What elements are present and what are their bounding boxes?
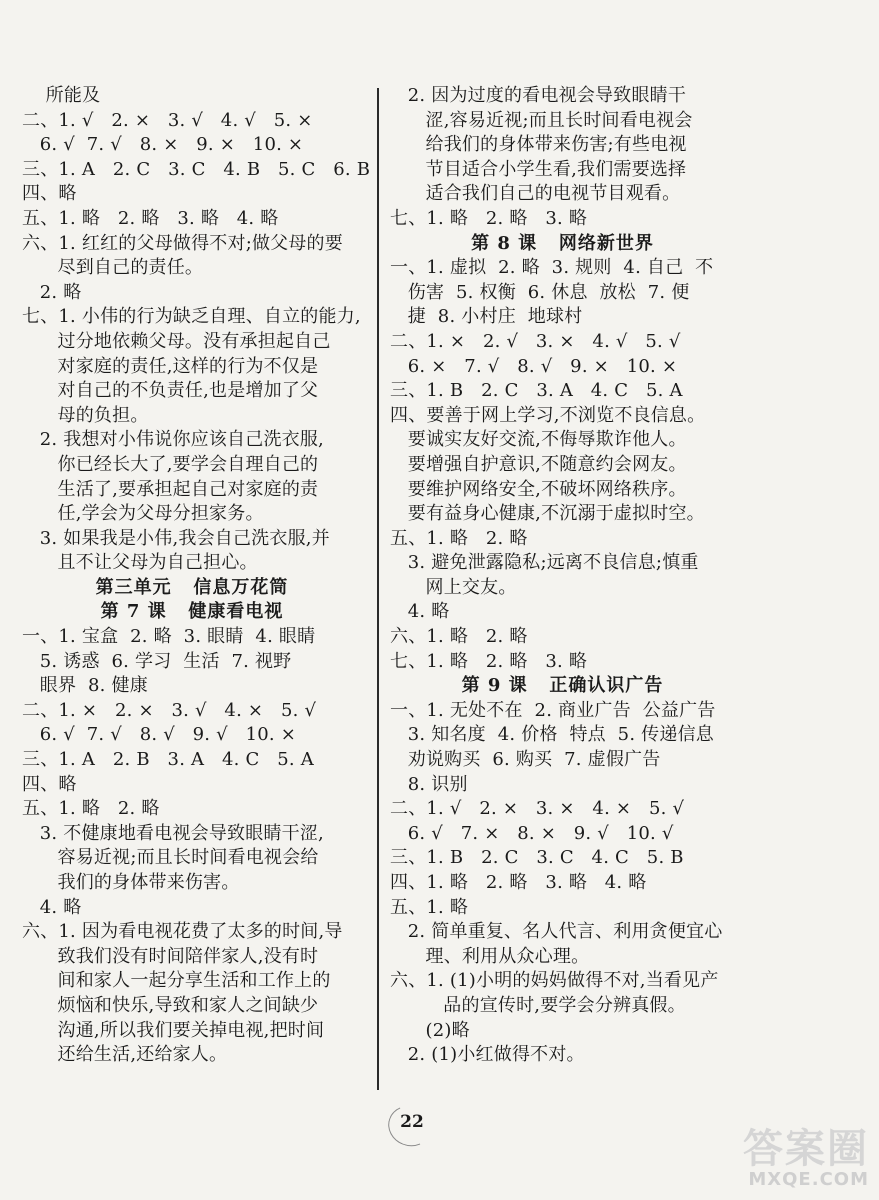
answer-line: 所能及: [22, 85, 101, 106]
answer-line: 劝说购买 6. 购买 7. 虚假广告: [390, 749, 661, 771]
answer-line: 2. (1)小红做得不对。: [390, 1044, 585, 1066]
answer-line: 四、略: [22, 183, 77, 205]
answer-line: 三、1. A 2. C 3. C 4. B 5. C 6. B: [22, 158, 371, 180]
answer-line: 沟通,所以我们要关掉电视,把时间: [22, 1019, 325, 1041]
answer-line: 四、要善于网上学习,不浏览不良信息。: [390, 404, 706, 426]
page-number-badge: [382, 1096, 442, 1156]
answer-line: 六、1. (1)小明的妈妈做得不对,当看见产: [390, 970, 719, 992]
answer-line: 三、1. B 2. C 3. A 4. C 5. A: [390, 380, 683, 402]
answer-line: 六、1. 红红的父母做得不对;做父母的要: [22, 232, 343, 254]
answer-line: 三、1. A 2. B 3. A 4. C 5. A: [22, 749, 314, 771]
section-heading: 第 8 课 网络新世界: [471, 232, 654, 254]
answer-line: 3. 避免泄露隐私;远离不良信息;慎重: [390, 552, 699, 574]
answer-line: 二、1. × 2. × 3. √ 4. × 5. √: [22, 699, 317, 721]
answer-line: 还给生活,还给家人。: [22, 1044, 228, 1066]
answer-line: 五、1. 略: [390, 896, 469, 918]
answer-line: 4. 略: [22, 896, 82, 918]
answer-line: 容易近视;而且长时间看电视会给: [22, 847, 319, 869]
answer-line: 适合我们自己的电视节目观看。: [390, 183, 681, 205]
section-heading: 第 9 课 正确认识广告: [461, 675, 664, 697]
answer-line: 2. 略: [22, 281, 82, 303]
answer-line: 6. √ 7. √ 8. √ 9. √ 10. ×: [22, 724, 296, 746]
answer-line: 六、1. 略 2. 略: [390, 626, 528, 648]
answer-line: 3. 如果我是小伟,我会自己洗衣服,并: [22, 527, 330, 549]
answer-line: 你已经长大了,要学会自理自己的: [22, 453, 319, 475]
answer-line: 3. 知名度 4. 价格 特点 5. 传递信息: [390, 724, 714, 746]
answer-line: (2)略: [390, 1019, 470, 1041]
answer-line: 理、利用从众心理。: [390, 945, 590, 967]
answer-line: 五、1. 略 2. 略 3. 略 4. 略: [22, 207, 279, 229]
section-heading: 第 7 课 健康看电视: [100, 601, 284, 623]
answer-line: 一、1. 虚拟 2. 略 3. 规则 4. 自己 不: [390, 257, 714, 279]
answer-line: 8. 识别: [390, 773, 468, 795]
answer-line: 要有益身心健康,不沉溺于虚拟时空。: [390, 503, 705, 525]
answer-line: 2. 因为过度的看电视会导致眼睛干: [390, 85, 687, 106]
answer-line: 伤害 5. 权衡 6. 休息 放松 7. 便: [390, 281, 690, 303]
page-number: 22: [400, 1112, 424, 1132]
answer-line: 我们的身体带来伤害。: [22, 872, 240, 893]
answer-line: 母的负担。: [22, 404, 149, 426]
answer-line: 烦恼和快乐,导致和家人之间缺少: [22, 994, 319, 1016]
answer-line: 给我们的身体带来伤害;有些电视: [390, 134, 687, 156]
right-column: [390, 84, 735, 1068]
answer-line: 要增强自护意识,不随意约会网友。: [390, 453, 687, 475]
answer-line: 节目适合小学生看,我们需要选择: [390, 158, 687, 180]
answer-line: 二、1. × 2. √ 3. × 4. √ 5. √: [390, 330, 681, 352]
section-heading: 第三单元 信息万花筒: [95, 576, 289, 598]
answer-line: 眼界 8. 健康: [22, 675, 148, 697]
answer-line: 要诚实友好交流,不侮辱欺诈他人。: [390, 429, 687, 451]
column-divider: [377, 88, 379, 1090]
left-column: [22, 84, 371, 1068]
answer-line: 七、1. 小伟的行为缺乏自理、自立的能力,: [22, 306, 361, 328]
answer-line: 且不让父母为自己担心。: [22, 552, 258, 574]
answer-line: 四、1. 略 2. 略 3. 略 4. 略: [390, 872, 647, 893]
answer-line: 二、1. √ 2. × 3. √ 4. √ 5. ×: [22, 109, 313, 131]
watermark-logo: 答案圈: [743, 1126, 869, 1172]
answer-line: 4. 略: [390, 601, 450, 623]
answer-line: 要维护网络安全,不破坏网络秩序。: [390, 478, 687, 500]
answer-line: 捷 8. 小村庄 地球村: [390, 306, 583, 328]
answer-line: 四、略: [22, 773, 77, 795]
answer-line: 五、1. 略 2. 略: [22, 798, 160, 820]
answer-line: 七、1. 略 2. 略 3. 略: [390, 207, 588, 229]
watermark-url: MXQE.COM: [748, 1169, 869, 1190]
answer-line: 致我们没有时间陪伴家人,没有时: [22, 945, 319, 967]
answer-line: 对自己的不负责任,也是增加了父: [22, 380, 319, 402]
site-watermark: [709, 1126, 869, 1190]
answer-line: 2. 我想对小伟说你应该自己洗衣服,: [22, 429, 324, 451]
answer-line: 尽到自己的责任。: [22, 257, 204, 279]
answer-line: 一、1. 宝盒 2. 略 3. 眼睛 4. 眼睛: [22, 626, 316, 648]
answer-line: 品的宣传时,要学会分辨真假。: [390, 994, 686, 1016]
answer-line: 6. √ 7. × 8. × 9. √ 10. √: [390, 822, 674, 844]
answer-line: 三、1. B 2. C 3. C 4. C 5. B: [390, 847, 684, 869]
answer-line: 六、1. 因为看电视花费了太多的时间,导: [22, 921, 343, 943]
answer-line: 对家庭的责任,这样的行为不仅是: [22, 355, 319, 377]
answer-line: 6. × 7. √ 8. √ 9. × 10. ×: [390, 355, 678, 377]
answer-line: 涩,容易近视;而且长时间看电视会: [390, 109, 693, 131]
answer-line: 6. √ 7. √ 8. × 9. × 10. ×: [22, 134, 304, 156]
answer-line: 2. 简单重复、名人代言、利用贪便宜心: [390, 921, 723, 943]
answer-line: 5. 诱惑 6. 学习 生活 7. 视野: [22, 650, 292, 672]
answer-line: 七、1. 略 2. 略 3. 略: [390, 650, 588, 672]
answer-line: 间和家人一起分享生活和工作上的: [22, 970, 331, 992]
answer-line: 网上交友。: [390, 576, 517, 598]
answer-line: 二、1. √ 2. × 3. × 4. × 5. √: [390, 798, 685, 820]
answer-line: 一、1. 无处不在 2. 商业广告 公益广告: [390, 699, 716, 721]
answer-line: 3. 不健康地看电视会导致眼睛干涩,: [22, 822, 324, 844]
answer-line: 任,学会为父母分担家务。: [22, 503, 264, 525]
answer-line: 生活了,要承担起自己对家庭的责: [22, 478, 319, 500]
answer-line: 过分地依赖父母。没有承担起自己: [22, 330, 331, 352]
answer-line: 五、1. 略 2. 略: [390, 527, 528, 549]
